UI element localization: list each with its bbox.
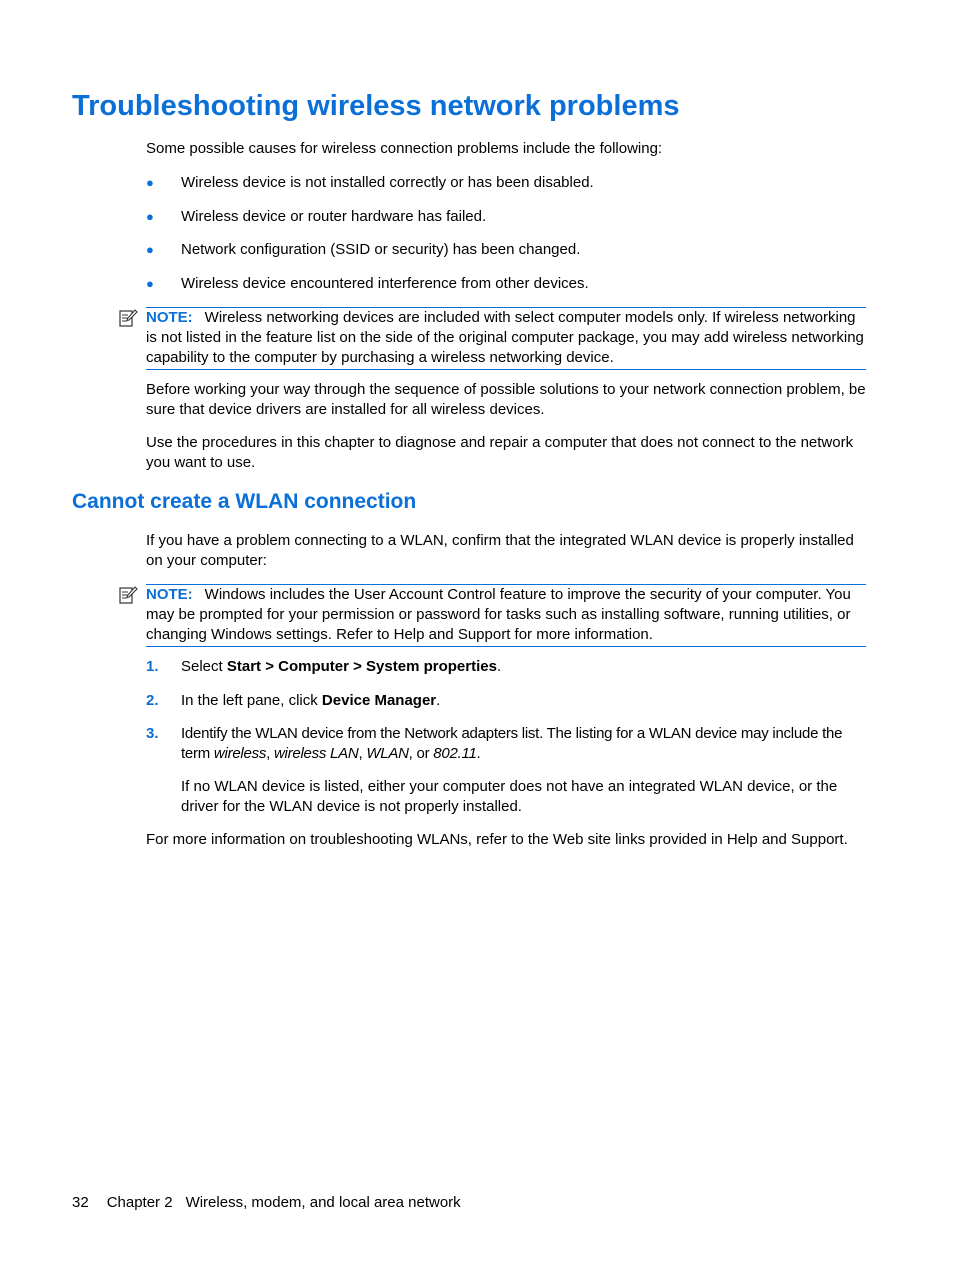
note-label: NOTE: — [146, 309, 193, 326]
page-number: 32 — [72, 1194, 89, 1211]
step-followup: If no WLAN device is listed, either your computer does not have an integrated WLAN device, or the driver for the WLAN device is not properly installed. — [181, 778, 838, 815]
section-intro: If you have a problem connecting to a WLAN, confirm that the integrated WLAN device is properly installed on your computer: — [146, 532, 854, 569]
paragraph: Before working your way through the sequence of possible solutions to your network connection problem, be sure that device drivers are installed for all wireless devices. — [146, 381, 866, 418]
step-number: 3. — [146, 725, 159, 742]
list-item-text: Wireless device or router hardware has failed. — [181, 208, 487, 225]
note-box — [146, 584, 866, 647]
intro-paragraph: Some possible causes for wireless connection problems include the following: — [146, 140, 663, 157]
section-title: Cannot create a WLAN connection — [72, 490, 417, 513]
ui-label: Device Manager — [321, 692, 437, 709]
chapter-label: Chapter 2 — [106, 1194, 173, 1211]
bullet-icon: ● — [146, 209, 154, 224]
list-item-text: Wireless device encountered interference from other devices. — [181, 275, 589, 292]
page-title: Troubleshooting wireless network problems — [72, 90, 680, 122]
step-number: 2. — [146, 692, 159, 709]
note-box — [146, 307, 866, 370]
step-text: Identify the WLAN device from the Network adapters list. The listing for a WLAN device may include the term wireless, wireless LAN, WLAN, or 802.11. — [181, 725, 843, 762]
closing-paragraph: For more information on troubleshooting WLANs, refer to the Web site links provided in Help and Support. — [146, 831, 848, 848]
list-item-text: Network configuration (SSID or security) has been changed. — [181, 241, 581, 258]
note-label: NOTE: — [146, 586, 193, 603]
bullet-icon: ● — [146, 242, 154, 257]
step-text: Select Start > Computer > System properties. — [181, 658, 502, 675]
bullet-icon: ● — [146, 276, 154, 291]
note-text: Wireless networking devices are included with select computer models only. If wireless networking is not listed in the feature list on the side of the original computer package, you may add wireless networking capability to the computer by purchasing a wireless networking device. — [146, 309, 864, 366]
ui-path: Start > Computer > System properties — [226, 658, 497, 675]
note-pencil-icon — [118, 308, 138, 328]
paragraph: Use the procedures in this chapter to diagnose and repair a computer that does not connect to the network you want to use. — [146, 434, 854, 471]
list-item-text: Wireless device is not installed correctly or has been disabled. — [181, 174, 594, 191]
step-number: 1. — [146, 658, 159, 675]
note-text: Windows includes the User Account Control feature to improve the security of your computer. You may be prompted for your permission or password for tasks such as installing software, running utilities, or changing Windows settings. Refer to Help and Support for more information. — [146, 586, 851, 643]
bullet-icon: ● — [146, 175, 154, 190]
step-text: In the left pane, click Device Manager. — [181, 692, 441, 709]
chapter-title: Wireless, modem, and local area network — [185, 1194, 461, 1211]
page-footer — [72, 1193, 461, 1213]
note-pencil-icon — [118, 585, 138, 605]
